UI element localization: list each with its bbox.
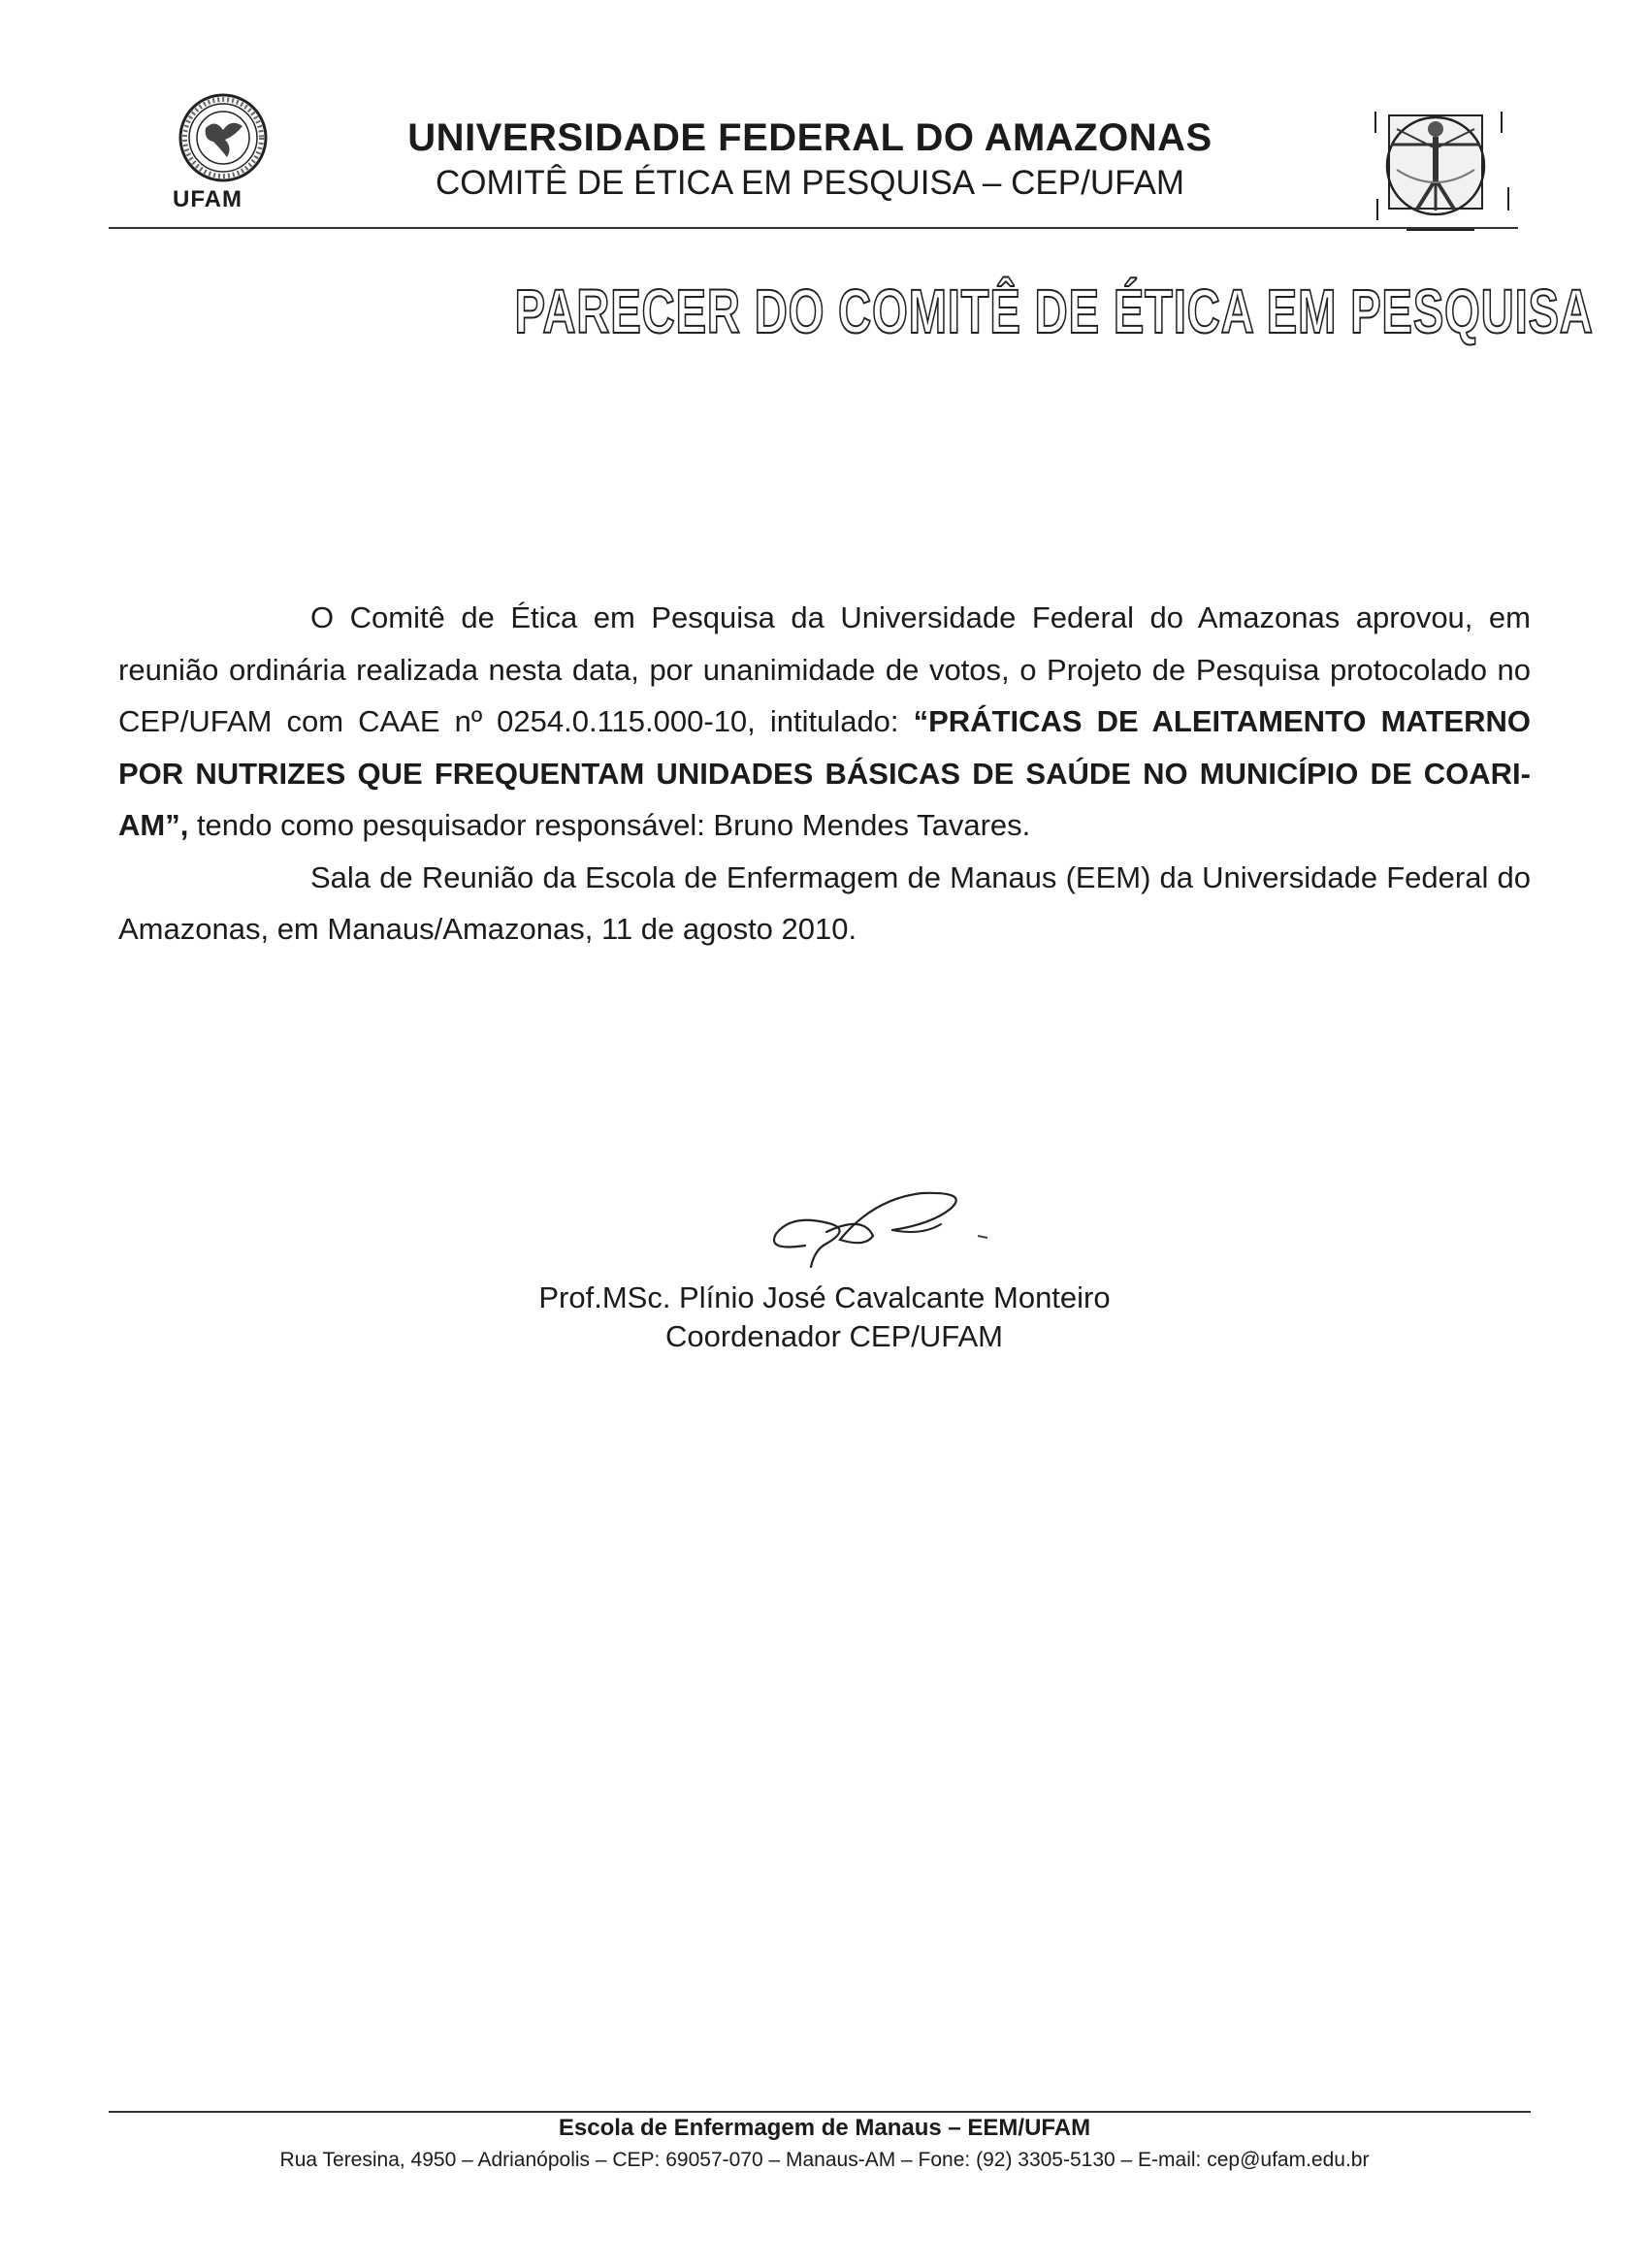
document-body xyxy=(118,592,1531,956)
committee-name: COMITÊ DE ÉTICA EM PESQUISA – CEP/UFAM xyxy=(435,164,1185,202)
footer-school: Escola de Enfermagem de Manaus – EEM/UFAM xyxy=(558,2115,1091,2141)
letterhead xyxy=(320,114,1300,204)
ufam-logo xyxy=(155,89,291,212)
footer-address: Rua Teresina, 4950 – Adrianópolis – CEP: 69057-070 – Manaus-AM – Fone: (92) 3305-5130 – E-mail: cep@ufam.edu.br xyxy=(279,2149,1370,2171)
signer-role: Coordenador CEP/UFAM xyxy=(664,1319,1004,1353)
logo-caption: UFAM xyxy=(173,186,242,212)
ufam-seal-icon xyxy=(155,89,291,186)
university-name: UNIVERSIDADE FEDERAL DO AMAZONAS xyxy=(407,116,1212,159)
footer xyxy=(184,2113,1465,2175)
project-title: “PRÁTICAS DE ALEITAMENTO MATERNO POR NUTRIZES QUE FREQUENTAM UNIDADES BÁSICAS DE SAÚDE NO MUNICÍPIO DE COARI-AM”, xyxy=(118,704,1531,842)
approval-outro: tendo como pesquisador responsável: Bruno Mendes Tavares. xyxy=(188,808,1031,842)
signer-block xyxy=(436,1279,1212,1356)
approval-paragraph xyxy=(118,592,1531,852)
signer-name: Prof.MSc. Plínio José Cavalcante Monteiro xyxy=(538,1280,1111,1314)
vitruvian-man-icon xyxy=(1368,102,1513,233)
document-title: PARECER DO COMITÊ DE ÉTICA EM PESQUISA xyxy=(514,276,1594,346)
cep-logo xyxy=(1368,102,1513,233)
location-date-paragraph: Sala de Reunião da Escola de Enfermagem de Manaus (EEM) da Universidade Federal do Amazonas, em Manaus/Amazonas, 11 de agosto 2010. xyxy=(118,859,1531,946)
handwritten-signature xyxy=(747,1185,999,1292)
approval-intro: O Comitê de Ética em Pesquisa da Universidade Federal do Amazonas aprovou, em reunião ordinária realizada nesta data, por unanimidade de votos, o Projeto de Pesquisa protocolado no CEP/UFAM com CAAE nº 0254.0.115.000-10, intitulado: xyxy=(118,600,1531,738)
header-divider xyxy=(109,227,1518,229)
